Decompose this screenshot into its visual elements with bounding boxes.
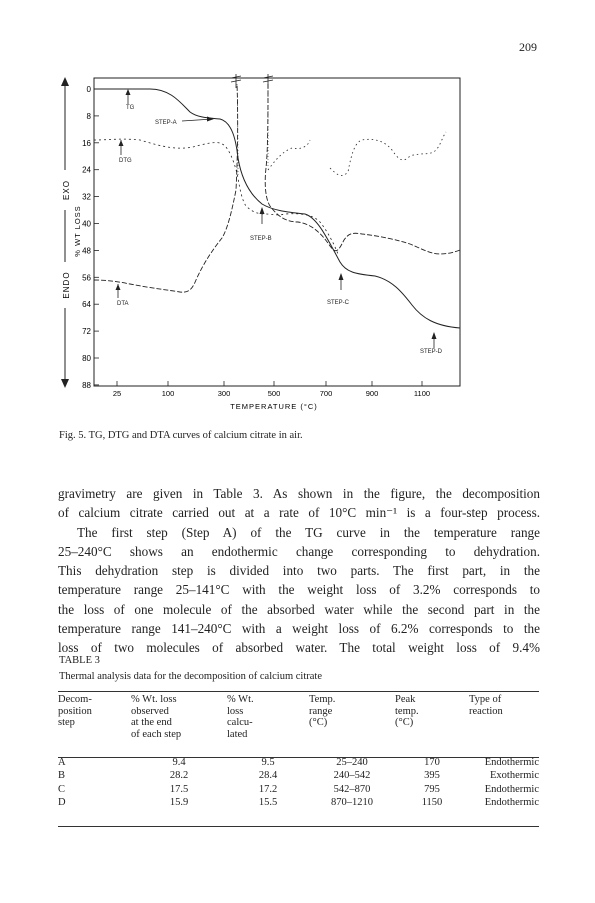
cell-peak-temp: 170 <box>424 756 440 768</box>
y-tick-label: 32 <box>82 192 91 202</box>
table-header-row <box>58 694 539 756</box>
paragraph-line: This dehydration step is divided into two parts. The first part, in the <box>58 563 540 579</box>
tg-label: TG <box>126 105 135 111</box>
cell-observed: 28.2 <box>169 770 189 782</box>
endo-label: ENDO <box>62 271 71 299</box>
cell-step: B <box>58 770 66 782</box>
paragraph-line: loss of two molecules of absorbed water. The total weight loss of 9.4% <box>58 640 540 656</box>
paragraph-line: of calcium citrate carried out at a rate of 10°C min⁻¹ is a four-step process. <box>58 505 540 521</box>
cell-peak-temp: 795 <box>424 783 440 795</box>
cell-temp-range: 542–870 <box>333 783 371 795</box>
cell-reaction: Endothermic <box>484 756 539 768</box>
dta-curve <box>94 84 460 292</box>
cell-step: D <box>58 797 66 809</box>
x-tick-label: 300 <box>217 389 231 398</box>
cell-calculated: 9.5 <box>261 756 275 768</box>
thermal-data-table <box>58 694 539 810</box>
cell-observed: 15.9 <box>169 797 189 809</box>
step-d-label: STEP-D <box>420 349 443 355</box>
step-c-label: STEP-C <box>327 300 350 306</box>
paragraph-line: temperature range 141–240°C with a weight loss of 6.2% corresponds to the <box>58 621 540 637</box>
paragraph-line: the loss of one molecule of the absorbed water while the second part in the <box>58 601 540 617</box>
y-axis-ticks <box>82 85 99 390</box>
paragraph-line: gravimetry are given in Table 3. As shown in the figure, the decomposition <box>58 486 540 501</box>
paragraph-line: 25–240°C shows an endothermic change corresponding to dehydration. <box>58 543 540 559</box>
cell-reaction: Endothermic <box>484 797 539 809</box>
x-tick-label: 100 <box>161 389 175 398</box>
plot-frame <box>94 78 460 386</box>
thermal-analysis-figure <box>0 0 595 430</box>
x-tick-label: 700 <box>319 389 333 398</box>
y-tick-label: 48 <box>82 246 91 256</box>
y-tick-label: 64 <box>82 300 91 310</box>
cell-temp-range: 240–542 <box>333 770 371 782</box>
x-axis-label: TEMPERATURE (°C) <box>230 402 318 411</box>
x-axis-ticks <box>113 381 430 398</box>
cell-observed: 9.4 <box>172 756 186 768</box>
y-tick-label: 88 <box>82 380 91 390</box>
header-wt-loss-calculated: % Wt. loss calcu- lated <box>227 694 254 740</box>
cell-temp-range: 870–1210 <box>331 797 373 809</box>
y-tick-label: 24 <box>82 165 91 175</box>
tg-annotation <box>126 89 135 111</box>
table-caption: Thermal analysis data for the decomposition of calcium citrate <box>59 671 322 682</box>
step-c-annotation <box>327 273 350 306</box>
y-tick-label: 80 <box>82 354 91 363</box>
y-tick-label: 8 <box>86 111 91 121</box>
header-reaction-type: Type of reaction <box>469 694 503 717</box>
page-number: 209 <box>519 40 537 54</box>
table-label: TABLE 3 <box>59 655 100 666</box>
body-paragraph <box>58 484 540 658</box>
step-b-label: STEP-B <box>250 236 272 242</box>
exo-endo-axis <box>58 77 72 388</box>
cell-calculated: 28.4 <box>258 770 278 782</box>
curve-annotations <box>116 89 443 355</box>
cell-peak-temp: 395 <box>424 770 440 782</box>
cell-calculated: 17.2 <box>258 783 278 795</box>
cell-calculated: 15.5 <box>258 797 278 809</box>
dtg-label: DTG <box>119 158 132 164</box>
exo-label: EXO <box>62 180 71 200</box>
header-decomposition-step: Decom- position step <box>58 694 92 728</box>
cell-step: C <box>58 783 66 795</box>
dta-label: DTA <box>117 301 129 307</box>
paragraph-line: temperature range 25–141°C with the weight loss of 3.2% corresponds to <box>58 582 540 598</box>
cell-temp-range: 25–240 <box>336 756 368 768</box>
table-bottom-rule <box>58 826 539 827</box>
x-tick-label: 500 <box>267 389 281 398</box>
dta-annotation <box>116 284 129 307</box>
table-top-rule <box>58 691 539 692</box>
tg-curve <box>94 89 460 328</box>
y-tick-label: 72 <box>82 327 91 337</box>
step-b-annotation <box>250 207 272 242</box>
step-a-label: STEP-A <box>155 120 177 126</box>
y-tick-label: 16 <box>82 138 91 148</box>
table-row <box>58 797 539 811</box>
dtg-annotation <box>119 140 132 164</box>
x-tick-label: 25 <box>112 389 122 398</box>
y-axis-label: % WT LOSS <box>73 205 82 257</box>
x-tick-label: 1100 <box>413 389 431 398</box>
cell-reaction: Endothermic <box>484 783 539 795</box>
header-peak-temp: Peak temp. (°C) <box>395 694 419 728</box>
figure-caption: Fig. 5. TG, DTG and DTA curves of calcium citrate in air. <box>59 430 303 441</box>
table-row <box>58 783 539 797</box>
cell-observed: 17.5 <box>169 783 189 795</box>
cell-peak-temp: 1150 <box>421 797 443 809</box>
cell-step: A <box>58 756 66 768</box>
header-wt-loss-observed: % Wt. loss observed at the end of each step <box>131 694 182 740</box>
y-tick-label: 56 <box>82 273 91 283</box>
header-temp-range: Temp. range (°C) <box>309 694 336 728</box>
paragraph-line: The first step (Step A) of the TG curve in the temperature range <box>77 524 540 540</box>
step-d-annotation <box>420 332 443 355</box>
x-tick-label: 900 <box>365 389 379 398</box>
cell-reaction: Exothermic <box>490 770 539 782</box>
y-tick-label: 40 <box>82 219 91 229</box>
table-row <box>58 756 539 770</box>
y-tick-label: 0 <box>86 85 91 94</box>
table-row <box>58 770 539 784</box>
